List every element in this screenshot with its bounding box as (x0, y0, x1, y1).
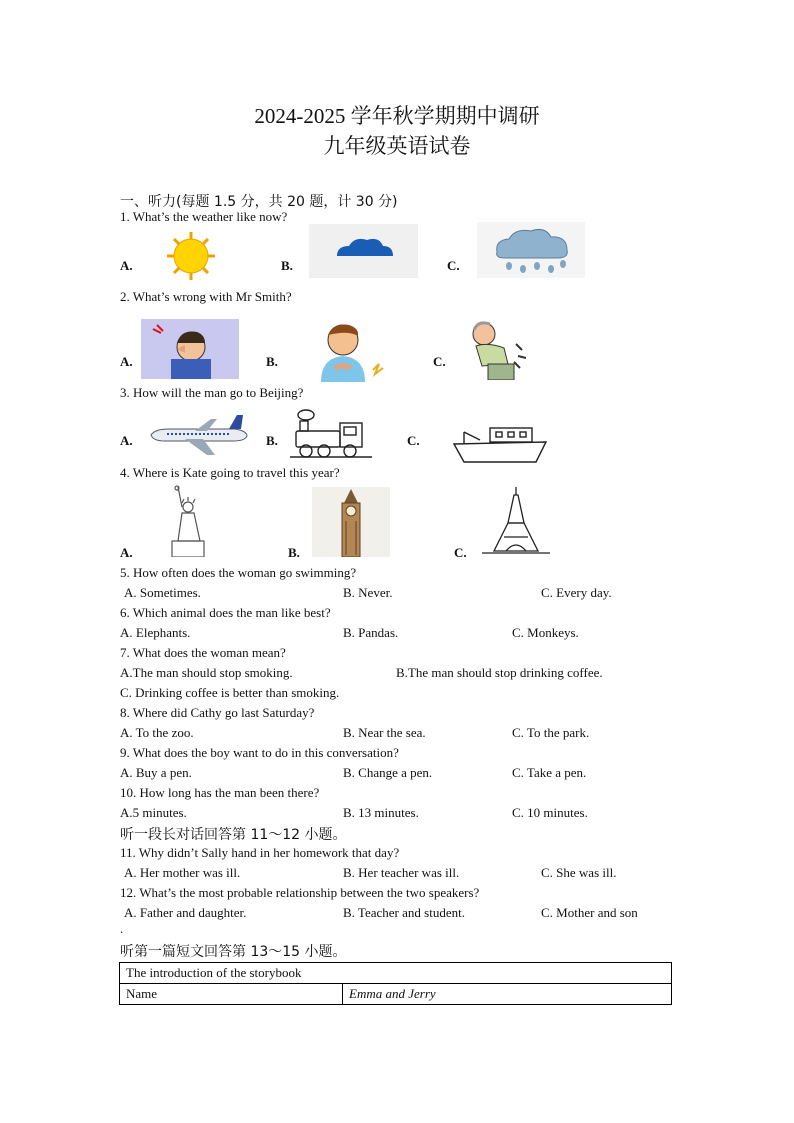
option-a: A. Her mother was ill. (124, 865, 241, 880)
option-label: B. (266, 433, 278, 448)
option-label: C. (447, 258, 460, 273)
table-cell-label: Name (120, 984, 343, 1005)
passage-instruction: 听第一篇短文回答第 13～15 小题。 (120, 944, 347, 960)
option-c: C. Take a pen. (512, 765, 587, 780)
statue-of-liberty-icon (160, 485, 216, 557)
question-stem: 8. Where did Cathy go last Saturday? (120, 705, 315, 720)
headache-man-icon (141, 319, 239, 379)
stomachache-boy-icon (303, 320, 389, 382)
option-b: B. Pandas. (343, 625, 399, 640)
table-row (120, 984, 672, 1005)
question-stem: 11. Why didn’t Sally hand in her homework that day? (120, 845, 400, 860)
option-c: C. Monkeys. (512, 625, 579, 640)
rain-cloud-icon (477, 222, 585, 278)
question-stem: 7. What does the woman mean? (120, 645, 286, 660)
question-stem: 4. Where is Kate going to travel this year? (120, 465, 340, 480)
storybook-table (119, 962, 672, 1005)
option-c: C. Mother and son (541, 905, 638, 920)
table-header: The introduction of the storybook (120, 963, 672, 984)
option-b: B. Teacher and student. (343, 905, 465, 920)
option-a: A. Sometimes. (124, 585, 201, 600)
question-stem: 9. What does the boy want to do in this conversation? (120, 745, 399, 760)
option-label: A. (120, 545, 133, 560)
big-ben-icon (312, 487, 390, 557)
option-label: C. (454, 545, 467, 560)
question-stem: 5. How often does the woman go swimming? (120, 565, 357, 580)
backache-man-icon (458, 320, 540, 380)
airplane-icon (145, 409, 249, 457)
option-label: A. (120, 433, 133, 448)
option-a: A. Father and daughter. (124, 905, 247, 920)
option-a: A. To the zoo. (120, 725, 194, 740)
exam-title-line2: 九年级英语试卷 (323, 134, 471, 158)
option-b: B. Her teacher was ill. (343, 865, 460, 880)
section-heading: 一、听力(每题 1.5 分，共 20 题，计 30 分) (120, 194, 398, 210)
trailing-dot: . (120, 921, 124, 936)
option-b: B. Never. (343, 585, 393, 600)
option-c: C. 10 minutes. (512, 805, 588, 820)
question-stem: 3. How will the man go to Beijing? (120, 385, 304, 400)
eiffel-tower-icon (480, 485, 552, 555)
option-c: C. She was ill. (541, 865, 617, 880)
question-stem: 6. Which animal does the man like best? (120, 605, 331, 620)
option-label: C. (433, 354, 446, 369)
option-label: A. (120, 258, 133, 273)
question-stem: 10. How long has the man been there? (120, 785, 320, 800)
option-c: C. To the park. (512, 725, 590, 740)
long-dialogue-instruction: 听一段长对话回答第 11～12 小题。 (120, 827, 347, 843)
ship-icon (450, 418, 550, 466)
option-label: B. (288, 545, 300, 560)
cloud-icon (309, 224, 418, 278)
sun-icon (137, 230, 245, 282)
option-a: A. Elephants. (120, 625, 191, 640)
table-cell-value: Emma and Jerry (343, 984, 672, 1005)
option-c: C. Drinking coffee is better than smoking. (120, 685, 340, 700)
option-c: C. Every day. (541, 585, 612, 600)
option-a: A. Buy a pen. (120, 765, 192, 780)
option-a: A.The man should stop smoking. (120, 665, 293, 680)
option-label: C. (407, 433, 420, 448)
option-b: B. Change a pen. (343, 765, 433, 780)
option-label: B. (281, 258, 293, 273)
option-label: A. (120, 354, 133, 369)
exam-title-line1: 2024-2025 学年秋学期期中调研 (254, 104, 540, 128)
option-a: A.5 minutes. (120, 805, 187, 820)
train-icon (288, 407, 374, 459)
question-stem: 2. What’s wrong with Mr Smith? (120, 289, 292, 304)
option-b: B. 13 minutes. (343, 805, 419, 820)
option-label: B. (266, 354, 278, 369)
option-b: B.The man should stop drinking coffee. (396, 665, 603, 680)
question-stem: 12. What’s the most probable relationship between the two speakers? (120, 885, 480, 900)
question-stem: 1. What’s the weather like now? (120, 209, 288, 224)
option-b: B. Near the sea. (343, 725, 426, 740)
